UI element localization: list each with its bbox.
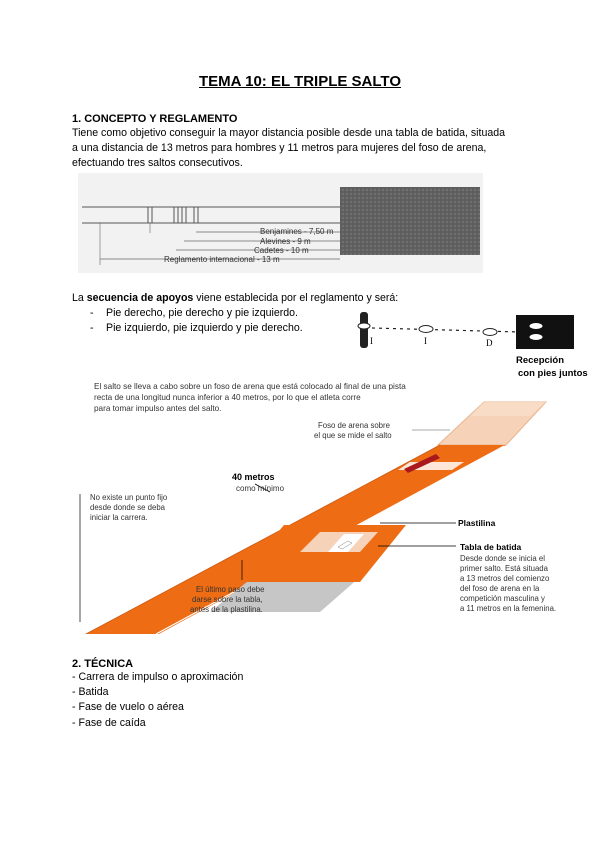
list-item <box>72 321 362 336</box>
bullet: - <box>90 307 94 319</box>
athlete-leg-icon <box>360 312 368 348</box>
reception-label: con pies juntos <box>518 368 588 379</box>
ultimo-paso-label: antes de la plastilina. <box>190 605 263 614</box>
tabla-text: competición masculina y <box>460 594 545 603</box>
page-title: TEMA 10: EL TRIPLE SALTO <box>199 73 401 90</box>
list-item: - Carrera de impulso o aproximación <box>72 671 244 683</box>
footprint-icon <box>419 326 433 333</box>
footprint-icon <box>483 329 497 336</box>
list-item: - Fase de vuelo o aérea <box>72 701 184 714</box>
distance-label: Reglamento internacional - 13 m <box>164 255 280 264</box>
foot-label: I <box>370 336 373 346</box>
ultimo-paso-label: darse sobre la tabla, <box>192 595 263 604</box>
bullet: - <box>90 322 94 335</box>
footprint-icon <box>529 334 543 341</box>
note-label: desde donde se deba <box>90 503 166 512</box>
distance-label: Alevines - 9 m <box>260 237 311 246</box>
diagram-caption-line: para tomar impulso antes del salto. <box>94 404 222 413</box>
tabla-text: a 13 metros del comienzo <box>460 574 550 583</box>
tabla-title: Tabla de batida <box>460 542 522 552</box>
intro-bold: secuencia de apoyos <box>86 292 194 304</box>
paragraph-line: a una distancia de 13 metros para hombres y 11 metros para mujeres del foso de arena, <box>72 142 487 155</box>
tabla-text: a 11 metros en la femenina. <box>460 604 557 613</box>
paragraph-line: efectuando tres saltos consecutivos. <box>72 157 243 170</box>
concepto-paragraph <box>72 126 542 172</box>
distance-sublabel: como mínimo <box>236 484 285 493</box>
list-item-text: Pie derecho, pie derecho y pie izquierdo. <box>106 307 298 319</box>
list-item-text: Pie izquierdo, pie izquierdo y pie derecho. <box>106 322 303 335</box>
track-diagram <box>60 372 590 634</box>
tabla-text: primer salto. Está situada <box>460 564 548 573</box>
foso-label: Foso de arena sobre <box>318 421 390 430</box>
distance-label: 40 metros <box>232 472 275 482</box>
reception-pit <box>516 315 574 349</box>
paragraph-line: Tiene como objetivo conseguir la mayor distancia posible desde una tabla de batida, situada <box>72 127 506 139</box>
tabla-text: del foso de arena en la <box>460 584 540 593</box>
intro-suffix: viene establecida por el reglamento y será: <box>193 292 399 304</box>
distance-label: Benjamines - 7,50 m <box>260 227 334 236</box>
section-heading-tecnica: 2. TÉCNICA <box>72 658 134 670</box>
reception-label: Recepción <box>516 355 565 366</box>
distance-label: Cadetes - 10 m <box>254 246 309 255</box>
list-item: - Fase de caída <box>72 716 146 729</box>
list-item: - Batida <box>72 686 109 699</box>
sequence-intro <box>72 291 398 306</box>
list-item <box>72 306 362 321</box>
note-label: No existe un punto fijo <box>90 493 168 502</box>
runway-distance-diagram <box>78 173 483 273</box>
footprint-icon <box>529 323 543 330</box>
note-label: iniciar la carrera. <box>90 513 148 522</box>
tabla-text: Desde donde se inicia el <box>460 554 545 563</box>
plastilina-label: Plastilina <box>458 518 496 528</box>
section-heading-concepto: 1. CONCEPTO Y REGLAMENTO <box>72 113 238 125</box>
foot-label: I <box>424 336 427 346</box>
ultimo-paso-label: El último paso debe <box>196 585 265 594</box>
foot-label: D <box>486 338 493 348</box>
foso-label: el que se mide el salto <box>314 431 392 440</box>
sequence-list <box>72 306 362 336</box>
intro-prefix: La <box>72 292 87 304</box>
diagram-caption-line: recta de una longitud nunca inferior a 40 metros, por lo que el atleta corre <box>94 393 361 402</box>
diagram-caption-line: El salto se lleva a cabo sobre un foso de arena que está colocado al final de una pista <box>94 382 406 391</box>
tecnica-list <box>72 670 243 731</box>
